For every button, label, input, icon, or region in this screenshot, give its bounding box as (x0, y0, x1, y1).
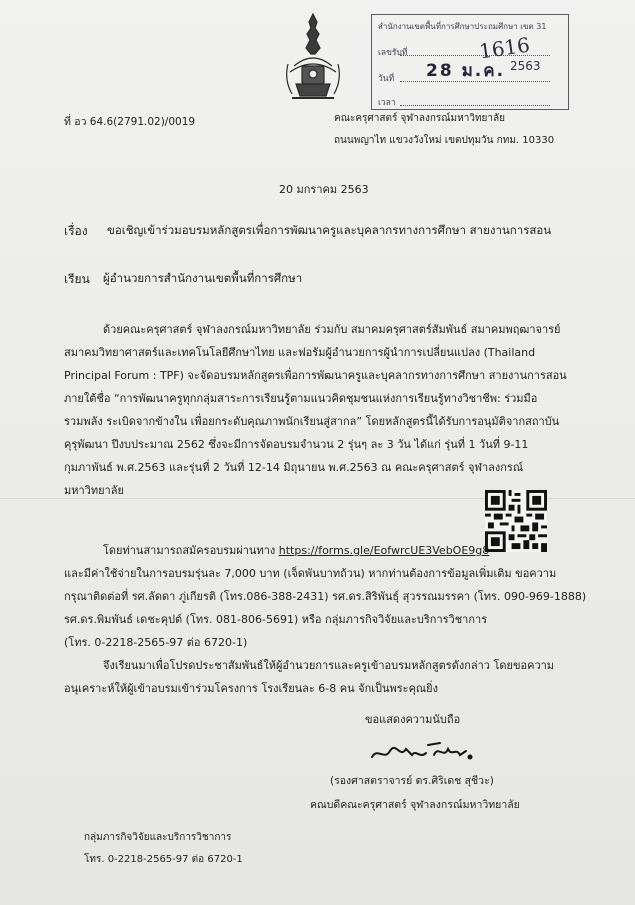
body-line: ด้วยคณะครุศาสตร์ จุฬาลงกรณ์มหาวิทยาลัย ร่วมกับ สมาคมครุศาสตร์สัมพันธ์ สมาคมพฤฒาจารย์ (103, 323, 561, 336)
faculty-address: ถนนพญาไท แขวงวังใหม่ เขตปทุมวัน กทม. 10330 (334, 135, 555, 146)
closing-text: ขอแสดงความนับถือ (365, 713, 461, 726)
subject-text: ขอเชิญเข้าร่วมอบรมหลักสูตรเพื่อการพัฒนาครูและบุคลากรทางการศึกษา สายงานการสอน (107, 223, 552, 237)
letter-date: 20 มกราคม 2563 (279, 183, 369, 196)
stamp-year-value: 2563 (510, 59, 541, 73)
stamp-received-number: 1616 (477, 32, 532, 64)
footer-department: กลุ่มภารกิจวิจัยและบริการวิชาการ (84, 832, 232, 843)
body-line: จึงเรียนมาเพื่อโปรดประชาสัมพันธ์ให้ผู้อำนวยการและครูเข้าอบรมหลักสูตรดังกล่าว โดยขอความ (103, 659, 555, 672)
recipient-label: เรียน (64, 272, 90, 286)
body-line: คุรุพัฒนา ปีงบประมาณ 2562 ซึ่งจะมีการจัดอบรมจำนวน 2 รุ่นๆ ละ 3 วัน ได้แก่ รุ่นที่ 1 วันที่ 9-11 (64, 438, 529, 451)
body-line: Principal Forum : TPF) จะจัดอบรมหลักสูตรเพื่อการพัฒนาครูและบุคลากรทางการศึกษา สายงานการสอน (64, 369, 567, 382)
registration-prefix: โดยท่านสามารถสมัครอบรมผ่านทาง (103, 544, 276, 557)
registration-line (103, 541, 489, 559)
body-line: (โทร. 0-2218-2565-97 ต่อ 6720-1) (64, 636, 248, 649)
stamp-date-value: 28 ม.ค. (426, 61, 506, 81)
footer-phone: โทร. 0-2218-2565-97 ต่อ 6720-1 (84, 854, 243, 865)
body-line: และมีค่าใช้จ่ายในการอบรมรุ่นละ 7,000 บาท (เจ็ดพันบาทถ้วน) หากท่านต้องการข้อมูลเพิ่มเติม ขอความ (64, 567, 557, 580)
body-line: สมาคมวิทยาศาสตร์และเทคโนโลยีศึกษาไทย และฟอรัมผู้อำนวยการผู้นำการเปลี่ยนแปลง (Thailand (64, 346, 536, 359)
body-line: กรุณาติดต่อที่ รศ.ลัดดา ภู่เกียรติ (โทร.086-388-2431) รศ.ดร.สิริพันธุ์ สุวรรณมรรคา (โทร. 090-969-1888) (64, 590, 587, 603)
subject-label: เรื่อง (64, 224, 88, 238)
faculty-name: คณะครุศาสตร์ จุฬาลงกรณ์มหาวิทยาลัย (334, 113, 506, 124)
signer-name: (รองศาสตราจารย์ ดร.ศิริเดช สุชีวะ) (330, 775, 494, 787)
signer-position: คณบดีคณะครุศาสตร์ จุฬาลงกรณ์มหาวิทยาลัย (310, 799, 520, 811)
stamp-received-label: เลขรับที่ (378, 48, 408, 58)
body-line: อนุเคราะห์ให้ผู้เข้าอบรมเข้าร่วมโครงการ โรงเรียนละ 6-8 คน จักเป็นพระคุณยิ่ง (64, 682, 438, 695)
receiving-stamp (371, 14, 569, 110)
body-line: รวมพลัง ระเบิดจากข้างใน เพื่อยกระดับคุณภาพนักเรียนสู่สากล” โดยหลักสูตรนี้ได้รับการอนุมัติจากสถาบัน (64, 415, 560, 428)
body-line: มหาวิทยาลัย (64, 484, 124, 497)
body-line: ภายใต้ชื่อ “การพัฒนาครูทุกกลุ่มสาระการเรียนรู้ตามแนวคิดชุมชนแห่งการเรียนรู้ทางวิชาชีพ: ร่วมมือ (64, 392, 538, 405)
university-emblem-icon (282, 10, 344, 110)
stamp-date-label: วันที่ (378, 74, 395, 84)
stamp-time-label: เวลา (378, 98, 396, 108)
registration-link[interactable]: https://forms.gle/EofwrcUE3VebOE9g8 (278, 544, 490, 557)
body-line: กุมภาพันธ์ พ.ศ.2563 และรุ่นที่ 2 วันที่ 12-14 มิถุนายน พ.ศ.2563 ณ คณะครุศาสตร์ จุฬาลงกรณ์ (64, 461, 524, 474)
recipient-text: ผู้อำนวยการสำนักงานเขตพื้นที่การศึกษา (103, 271, 303, 285)
handwritten-signature (368, 737, 478, 767)
stamp-header: สำนักงานเขตพื้นที่การศึกษาประถมศึกษา เขต 31 (378, 22, 547, 31)
document-number: ที่ อว 64.6(2791.02)/0019 (64, 116, 196, 128)
body-line: รศ.ดร.พิมพันธ์ เดชะคุปต์ (โทร. 081-806-5691) หรือ กลุ่มภารกิจวิจัยและบริการวิชาการ (64, 613, 488, 626)
qr-code-icon (485, 490, 547, 552)
